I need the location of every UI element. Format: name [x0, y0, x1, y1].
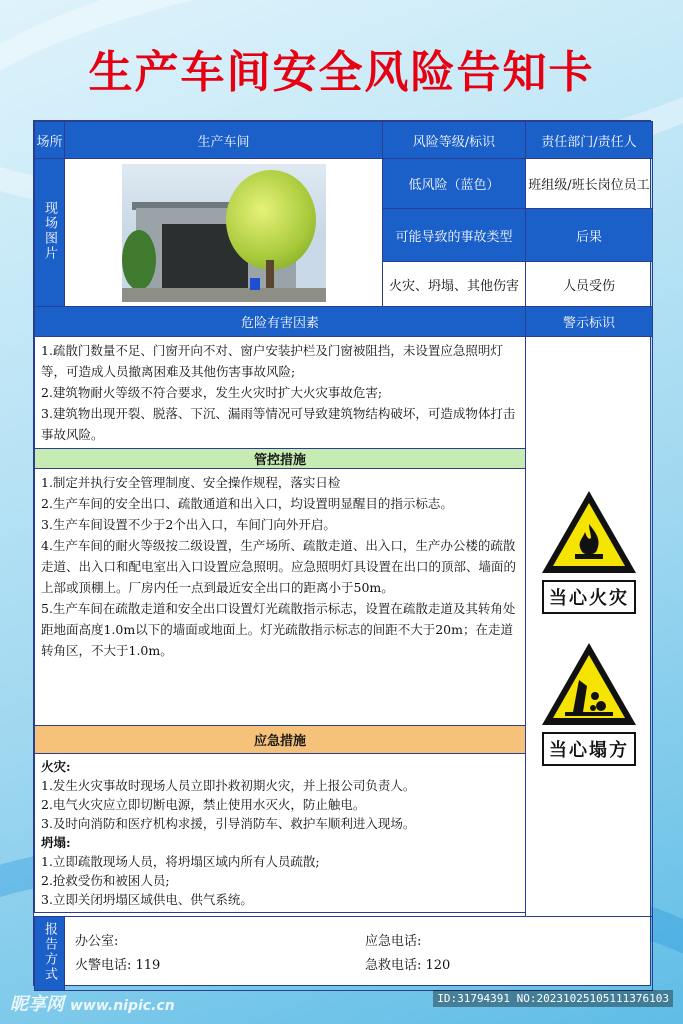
- place-value: 生产车间: [65, 122, 383, 159]
- collapse-warning-label: 当心塌方: [542, 732, 636, 766]
- risk-level-label: 风险等级/标识: [383, 122, 526, 159]
- place-label: 场所: [35, 122, 65, 159]
- photo-label: 现场图片: [42, 200, 57, 261]
- control-item: 4.生产车间的耐火等级按二级设置，生产场所、疏散走道、出入口，生产办公楼的疏散走道、出入口和配电室出入口设置应急照明。应急照明灯具设置在出口的顶部、墙面的上部或顶棚上。厂房内任一点到最近安全出口的距离小于50m。: [41, 538, 517, 595]
- hazard-item: 3.建筑物出现开裂、脱落、下沉、漏雨等情况可导致建筑物结构破坏，可造成物体打击事故风险。: [41, 406, 516, 442]
- accident-type-value: 火灾、坍塌、其他伤害: [383, 262, 526, 307]
- photo-label-cell: [35, 159, 65, 307]
- watermark-id: ID:31794391 NO:20231025105111376103: [433, 990, 673, 1007]
- tree: [226, 170, 316, 270]
- collapse-subheading: 坍塌:: [41, 835, 71, 850]
- controls-text: [35, 469, 526, 726]
- accident-type-label: 可能导致的事故类型: [383, 209, 526, 262]
- risk-table: [34, 121, 653, 991]
- consequence-value: 人员受伤: [526, 262, 653, 307]
- fire-warning-label: 当心火灾: [542, 580, 636, 614]
- collapse-warning-icon: [539, 640, 639, 728]
- risk-level-value: 低风险（蓝色）: [383, 159, 526, 209]
- fire-item: 1.发生火灾事故时现场人员立即扑救初期火灾，并上报公司负责人。: [41, 778, 416, 793]
- emergency-text: [35, 754, 526, 913]
- watermark-brand-text: 昵享网: [10, 994, 64, 1015]
- fire-item: 3.及时向消防和医疗机构求援，引导消防车、救护车顺利进入现场。: [41, 816, 416, 831]
- emergency-phone: 应急电话:: [365, 933, 422, 949]
- emergency-label: 应急措施: [35, 726, 526, 754]
- watermark-brand: [10, 990, 175, 1016]
- fire-subheading: 火灾:: [41, 759, 71, 774]
- fire-item: 2.电气火灾应立即切断电源，禁止使用水灭火，防止触电。: [41, 797, 366, 812]
- report-info: [65, 917, 653, 991]
- fire-phone: 火警电话: 119: [75, 957, 161, 973]
- office-phone: 办公室:: [75, 933, 119, 949]
- report-label: 报告方式: [42, 921, 57, 982]
- page-title: 生产车间安全风险告知卡: [88, 47, 595, 98]
- watermark-url: www.nipic.cn: [70, 998, 175, 1014]
- fire-warning-sign: [539, 488, 639, 614]
- hazard-item: 2.建筑物耐火等级不符合要求，发生火灾时扩大火灾事故危害;: [41, 385, 383, 400]
- warning-signs-cell: [526, 337, 653, 917]
- risk-card: [33, 120, 651, 986]
- responsible-value: 班组级/班长岗位员工: [526, 159, 653, 209]
- control-item: 2.生产车间的安全出口、疏散通道和出入口，均设置明显醒目的指示标志。: [41, 496, 453, 511]
- control-item: 5.生产车间在疏散走道和安全出口设置灯光疏散指示标志，设置在疏散走道及其转角处距地面高度1.0m以下的墙面或地面上。灯光疏散指示标志的间距不大于20m；在走道转角区，不大于1.0m。: [41, 601, 516, 658]
- hazards-label: 危险有害因素: [35, 307, 526, 337]
- hazards-text: [35, 337, 526, 449]
- hazard-item: 1.疏散门数量不足、门窗开向不对、窗户安装护栏及门窗被阻挡，未设置应急照明灯等，可造成人员撤离困难及其他伤害事故风险;: [41, 343, 503, 379]
- ambulance-phone: 急救电话: 120: [365, 957, 451, 973]
- site-photo: [122, 164, 326, 302]
- site-photo-cell: [65, 159, 383, 307]
- control-item: 1.制定并执行安全管理制度、安全操作规程，落实日检: [41, 475, 341, 490]
- warning-label: 警示标识: [526, 307, 653, 337]
- collapse-warning-sign: [539, 640, 639, 766]
- controls-label: 管控措施: [35, 449, 526, 469]
- collapse-item: 1.立即疏散现场人员，将坍塌区域内所有人员疏散;: [41, 854, 320, 869]
- report-label-cell: [35, 917, 65, 991]
- responsible-label: 责任部门/责任人: [526, 122, 653, 159]
- consequence-label: 后果: [526, 209, 653, 262]
- fire-warning-icon: [539, 488, 639, 576]
- collapse-item: 2.抢救受伤和被困人员;: [41, 873, 170, 888]
- control-item: 3.生产车间设置不少于2个出入口，车间门向外开启。: [41, 517, 336, 532]
- collapse-item: 3.立即关闭坍塌区域供电、供气系统。: [41, 892, 253, 907]
